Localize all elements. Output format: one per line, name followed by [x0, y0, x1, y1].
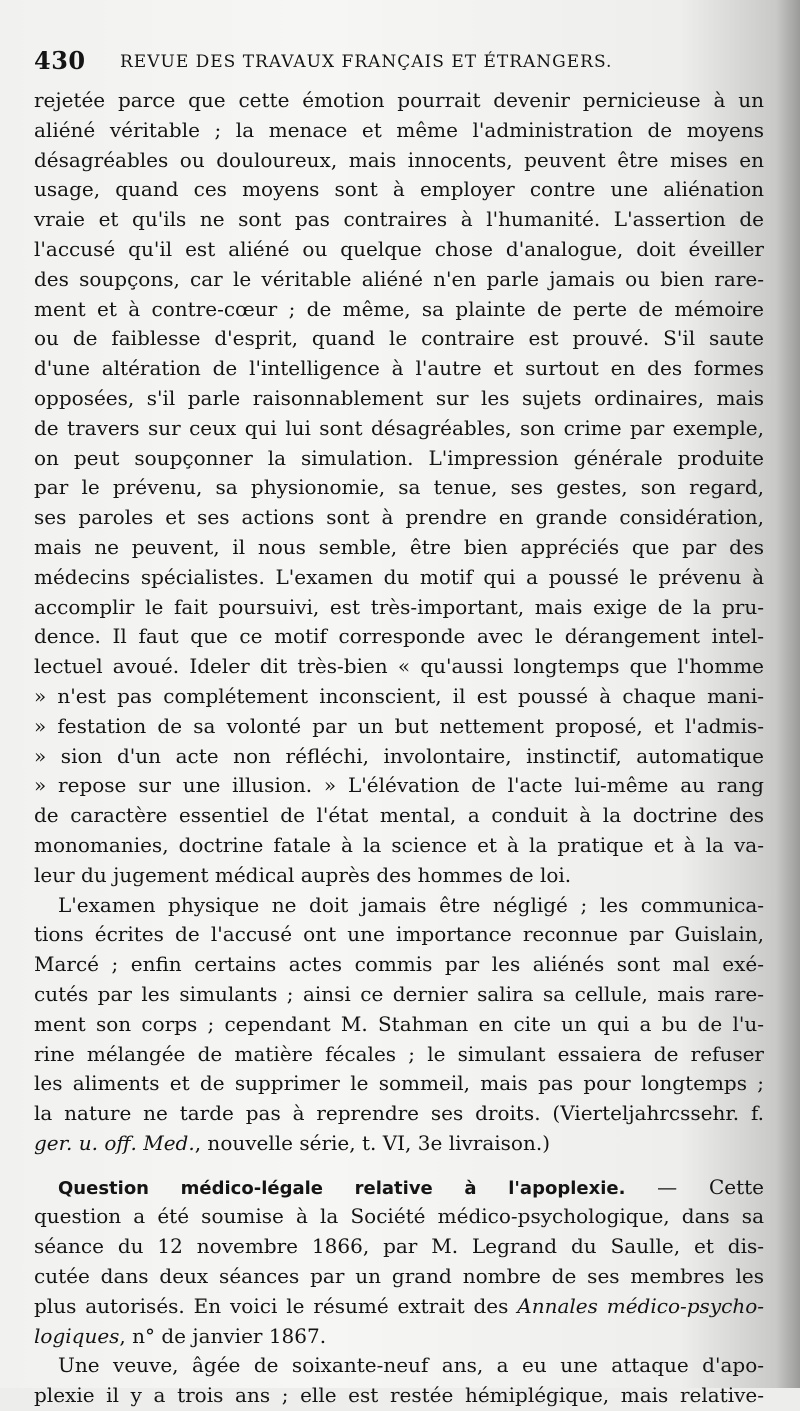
- heading-continuation: — Cette: [625, 1174, 764, 1199]
- text-line: [34, 1292, 764, 1322]
- text-line: ment son corps ; cependant M. Stahman en cite un qui a bu de l'u-: [34, 1011, 764, 1036]
- text-line: d'une altération de l'intelligence à l'autre et surtout en des formes: [34, 356, 764, 381]
- citation-italic: ger. u. off. Med.: [34, 1130, 195, 1155]
- text-line: les aliments et de supprimer le sommeil, mais pas pour longtemps ;: [34, 1071, 764, 1096]
- text-line: de travers sur ceux qui lui sont désagréables, son crime par exemple,: [34, 415, 764, 440]
- text-line: désagréables ou douloureux, mais innocents, peuvent être mises en: [34, 147, 764, 172]
- text-line: » repose sur une illusion. » L'élévation de l'acte lui-même au rang: [34, 773, 764, 798]
- citation-rest: , nouvelle série, t. VI, 3e livraison.): [194, 1130, 551, 1155]
- text-line: [34, 1322, 764, 1352]
- text-line: plexie il y a trois ans ; elle est restée hémiplégique, mais relative-: [34, 1383, 764, 1408]
- text-line: accomplir le fait poursuivi, est très-important, mais exige de la pru-: [34, 594, 764, 619]
- text-line: par le prévenu, sa physionomie, sa tenue, ses gestes, son regard,: [34, 475, 764, 500]
- text-line: de caractère essentiel de l'état mental, a conduit à la doctrine des: [34, 803, 764, 828]
- text-line: vraie et qu'ils ne sont pas contraires à l'humanité. L'assertion de: [34, 207, 764, 232]
- text-line: [34, 1129, 764, 1159]
- text-line: ses paroles et ses actions sont à prendre en grande considération,: [34, 505, 764, 530]
- section-heading: Question médico-légale relative à l'apoplexie.: [58, 1177, 626, 1199]
- text-line: » festation de sa volonté par un but nettement proposé, et l'admis-: [34, 713, 764, 738]
- page-number: 430: [34, 46, 86, 75]
- journal-title-italic: Annales médico-psycho-: [517, 1293, 764, 1318]
- text-line: dence. Il faut que ce motif corresponde avec le dérangement intel-: [34, 624, 764, 649]
- running-title: REVUE DES TRAVAUX FRANÇAIS ET ÉTRANGERS.: [120, 52, 613, 72]
- text-line: séance du 12 novembre 1866, par M. Legrand du Saulle, et dis-: [34, 1234, 764, 1259]
- text-line: médecins spécialistes. L'examen du motif qui a poussé le prévenu à: [34, 564, 764, 589]
- paragraph-gap: [34, 1159, 764, 1173]
- text-line: L'examen physique ne doit jamais être négligé ; les communica-: [58, 892, 764, 917]
- text-line: cutée dans deux séances par un grand nombre de ses membres les: [34, 1264, 764, 1289]
- text-line: opposées, s'il parle raisonnablement sur les sujets ordinaires, mais: [34, 385, 764, 410]
- text-line: des soupçons, car le véritable aliéné n'en parle jamais ou bien rare-: [34, 266, 764, 291]
- text-line: mais ne peuvent, il nous semble, être bien appréciés que par des: [34, 534, 764, 559]
- journal-title-italic-end: logiques: [34, 1323, 120, 1348]
- text-line: ou de faiblesse d'esprit, quand le contraire est prouvé. S'il saute: [34, 326, 764, 351]
- text-line: l'accusé qu'il est aliéné ou quelque chose d'analogue, doit éveiller: [34, 236, 764, 261]
- text-line: on peut soupçonner la simulation. L'impression générale produite: [34, 445, 764, 470]
- text-line: » sion d'un acte non réfléchi, involontaire, instinctif, automatique: [34, 743, 764, 768]
- text-line: Marcé ; enfin certains actes commis par les aliénés sont mal exé-: [34, 952, 764, 977]
- text-line: ment et à contre-cœur ; de même, sa plainte de perte de mémoire: [34, 296, 764, 321]
- article-body: [34, 86, 764, 1411]
- text-line: rine mélangée de matière fécales ; le simulant essaiera de refuser: [34, 1041, 764, 1066]
- text-line: leur du jugement médical auprès des hommes de loi.: [34, 862, 572, 887]
- page-header: [34, 46, 764, 76]
- text-segment: , n° de janvier 1867.: [119, 1323, 327, 1348]
- text-line: la nature ne tarde pas à reprendre ses droits. (Vierteljahrcssehr. f.: [34, 1101, 764, 1126]
- section-heading-line: [34, 1173, 764, 1203]
- text-line: rejetée parce que cette émotion pourrait devenir pernicieuse à un: [34, 88, 764, 112]
- text-line: question a été soumise à la Société médico-psychologique, dans sa: [34, 1204, 764, 1229]
- text-line: Une veuve, âgée de soixante-neuf ans, a eu une attaque d'apo-: [58, 1353, 764, 1378]
- text-line: lectuel avoué. Ideler dit très-bien « qu'aussi longtemps que l'homme: [34, 654, 764, 679]
- text-line: usage, quand ces moyens sont à employer contre une aliénation: [34, 177, 764, 202]
- text-line: monomanies, doctrine fatale à la science et à la pratique et à la va-: [34, 832, 764, 857]
- text-segment: plus autorisés. En voici le résumé extrait des: [34, 1293, 518, 1318]
- text-line: tions écrites de l'accusé ont une importance reconnue par Guislain,: [34, 922, 764, 947]
- text-line: » n'est pas complétement inconscient, il est poussé à chaque mani-: [34, 683, 764, 708]
- text-line: aliéné véritable ; la menace et même l'administration de moyens: [34, 117, 764, 142]
- text-line: cutés par les simulants ; ainsi ce dernier salira sa cellule, mais rare-: [34, 981, 764, 1006]
